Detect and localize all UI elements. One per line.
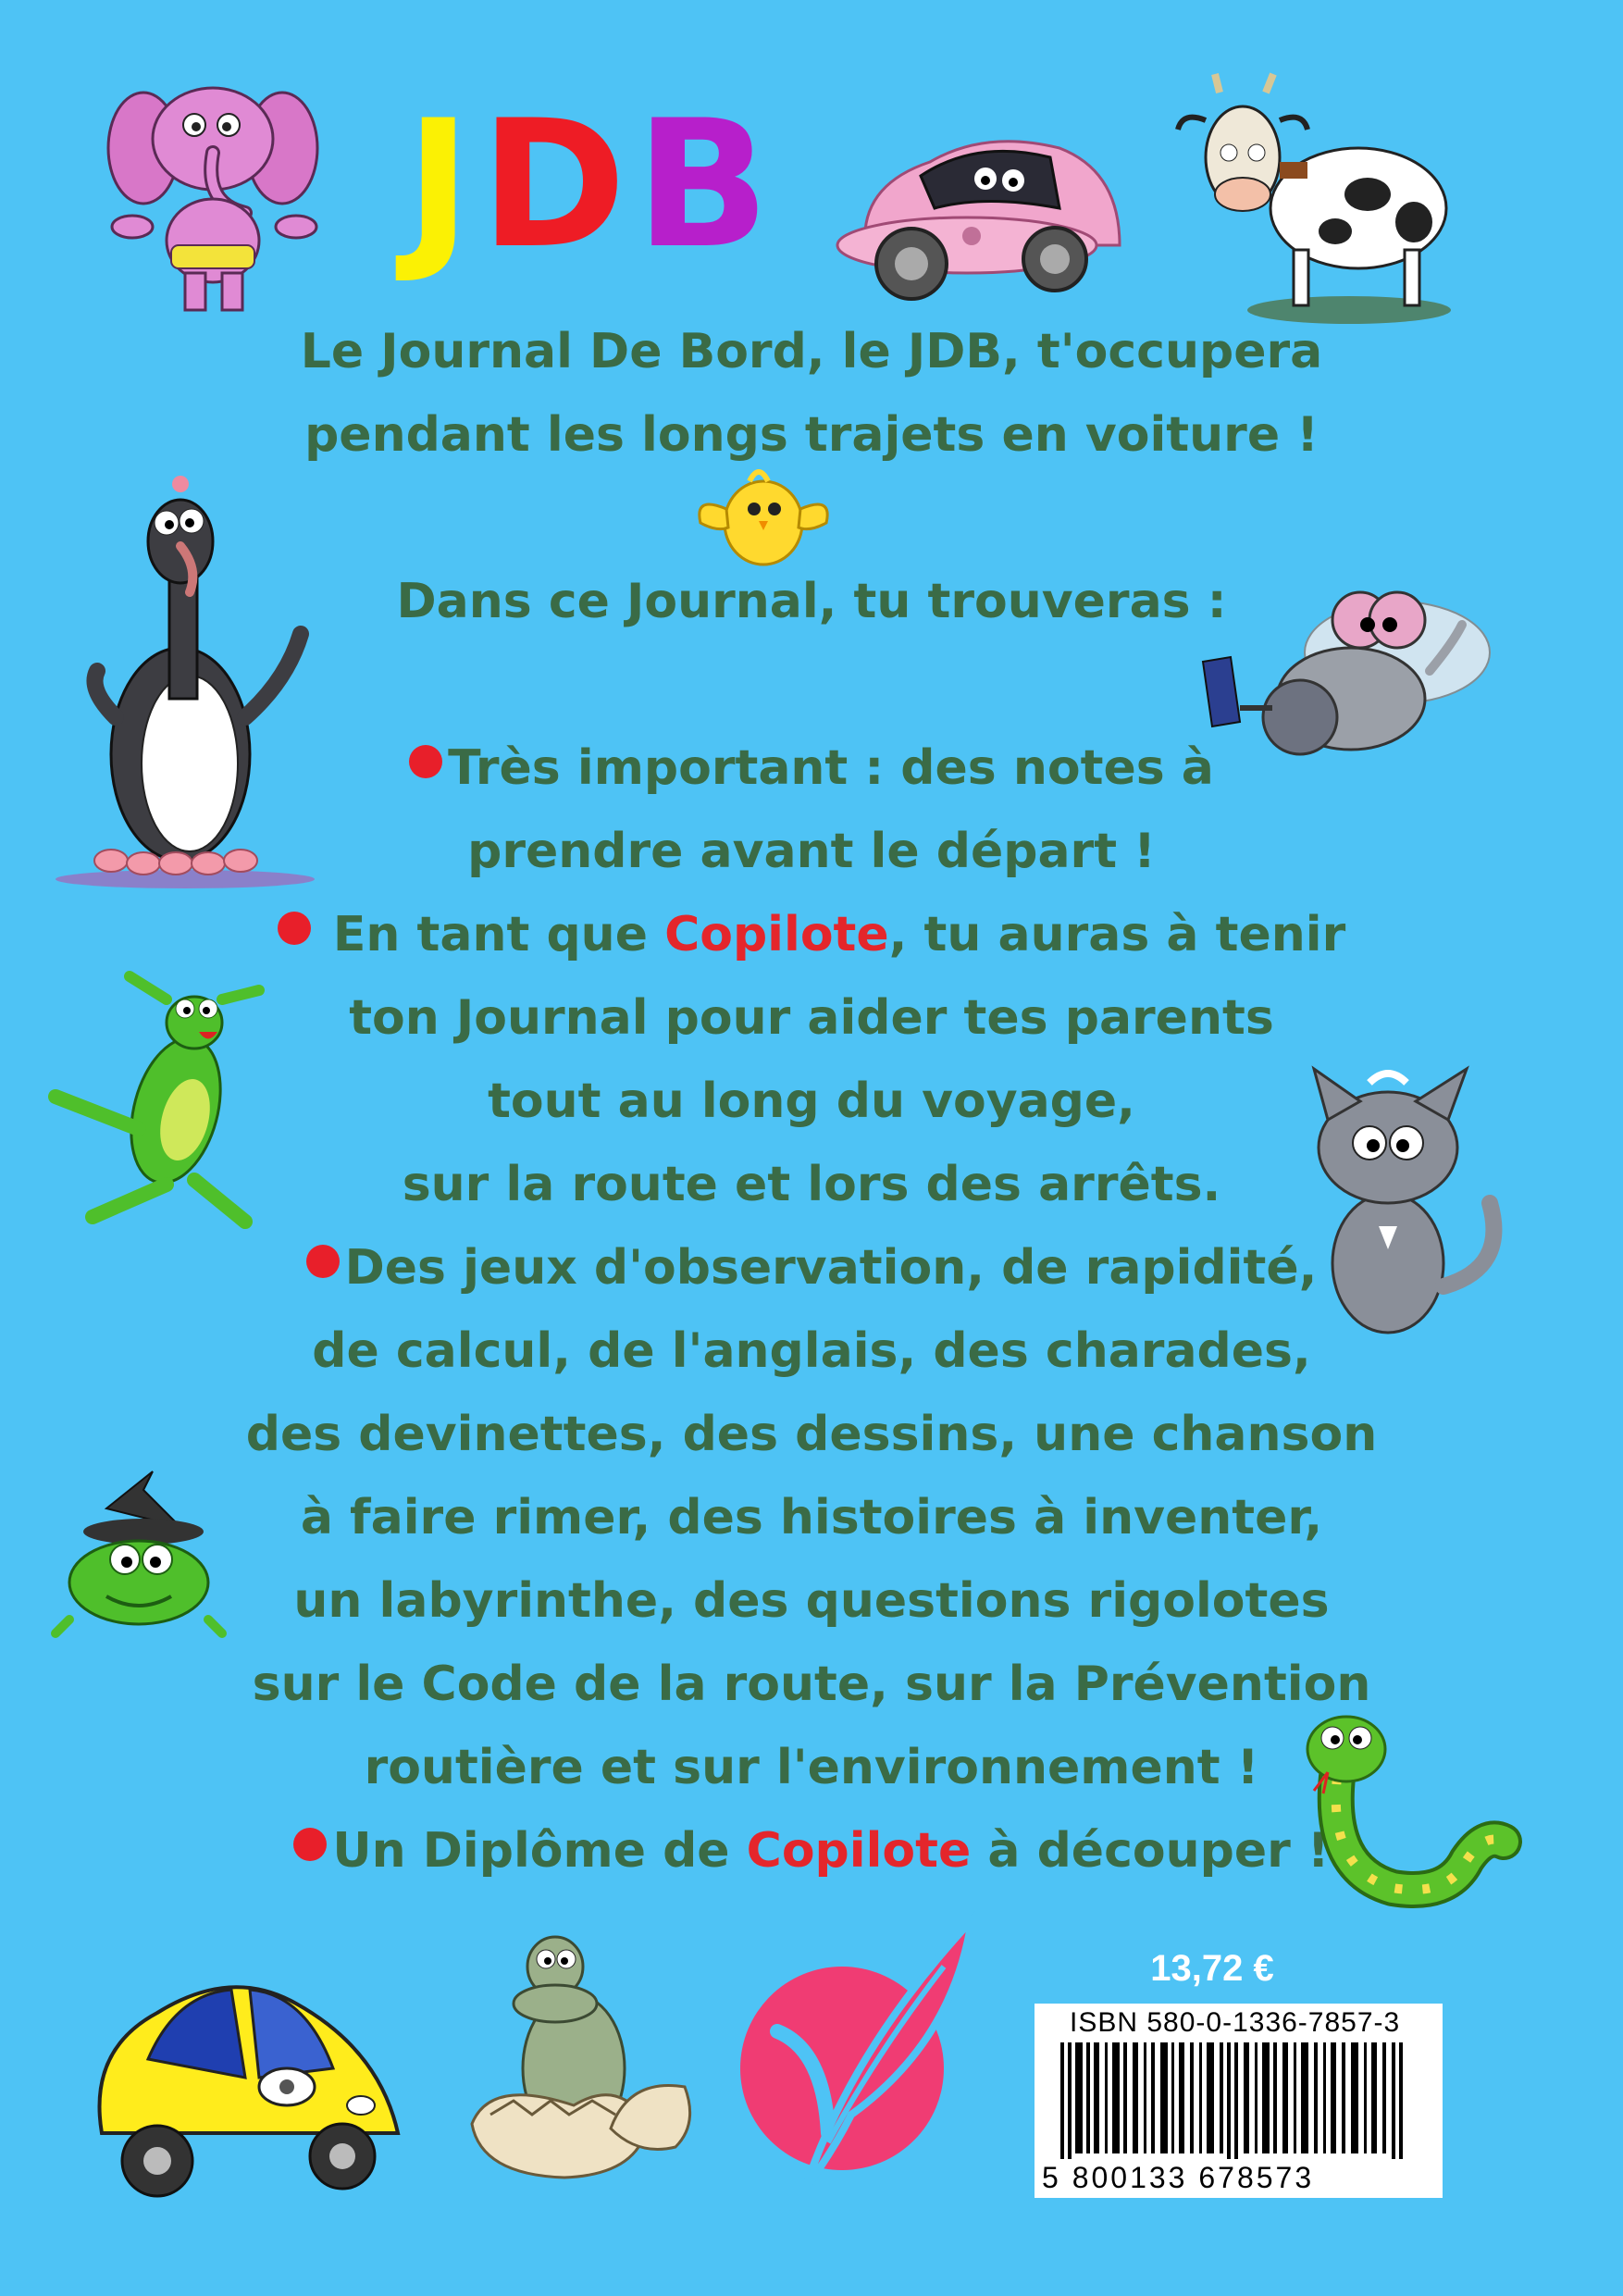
bullet-line [0,902,1623,967]
body-line-text: Dans ce Journal, tu trouveras : [396,574,1227,629]
feather-logo-icon [740,1920,981,2203]
body-line-text: des devinettes, des dessins, une chanson [245,1407,1378,1462]
body-line-text: sur le Code de la route, sur la Prévention [252,1657,1371,1712]
body-line-text: routière et sur l'environnement ! [364,1740,1259,1795]
cat-icon [1295,1064,1508,1342]
body-line-text: tout au long du voyage, [488,1074,1135,1129]
body-line-text: Des jeux d'observation, de rapidité, [344,1240,1318,1296]
cow-icon [1173,74,1456,324]
pink-car-icon [847,106,1129,305]
body-line [0,1402,1623,1467]
price-label: 13,72 € [1150,1948,1274,1989]
copilote-highlight: Copilote [664,907,889,962]
crocodile-egg-icon [463,1930,703,2184]
body-line [0,1569,1623,1633]
title-letter-b: B [635,82,779,287]
body-line-text: un labyrinthe, des questions rigolotes [293,1573,1330,1629]
bullet-dot [306,1245,340,1278]
ean-digits: 5 800133 678573 [1042,2161,1315,2194]
body-line-text: Le Journal De Bord, le JDB, t'occupera [300,324,1323,379]
witch-frog-icon [51,1471,227,1647]
bullet-dot [409,745,442,778]
body-line-text: Un Diplôme de [332,1823,747,1879]
title-letter-j: J [405,82,481,287]
elephant-icon [106,74,319,319]
body-line-text: prendre avant le départ ! [467,824,1156,879]
body-line [0,319,1623,384]
body-line-text: à faire rimer, des histoires à inventer, [300,1490,1323,1545]
fly-icon [1184,569,1518,782]
body-line-text: pendant les longs trajets en voiture ! [304,407,1319,463]
snake-icon [1291,1703,1522,1920]
bullet-dot [293,1828,327,1861]
body-line-text: ton Journal pour aider tes parents [349,990,1274,1046]
body-line [0,1485,1623,1550]
bullet-dot [278,912,311,945]
chick-icon [689,458,837,574]
page-title [370,82,814,287]
body-line-text: Très important : des notes à [448,740,1214,796]
body-line-text: de calcul, de l'anglais, des charades, [312,1323,1311,1379]
title-letter-d: D [480,82,636,287]
barcode-bars [1060,2042,1421,2159]
penguin-bird-icon [51,467,328,893]
body-line-text: à découper ! [971,1823,1330,1879]
body-line-text: , tu auras à tenir [888,907,1346,962]
copilote-highlight: Copilote [746,1823,972,1879]
body-line-text: En tant que [332,907,665,962]
isbn-label: ISBN 580-0-1336-7857-3 [1070,2007,1401,2038]
barcode [1035,2004,1443,2198]
body-line-text: sur la route et lors des arrêts. [402,1157,1221,1212]
frog-icon [37,972,278,1240]
yellow-car-icon [83,1948,416,2207]
